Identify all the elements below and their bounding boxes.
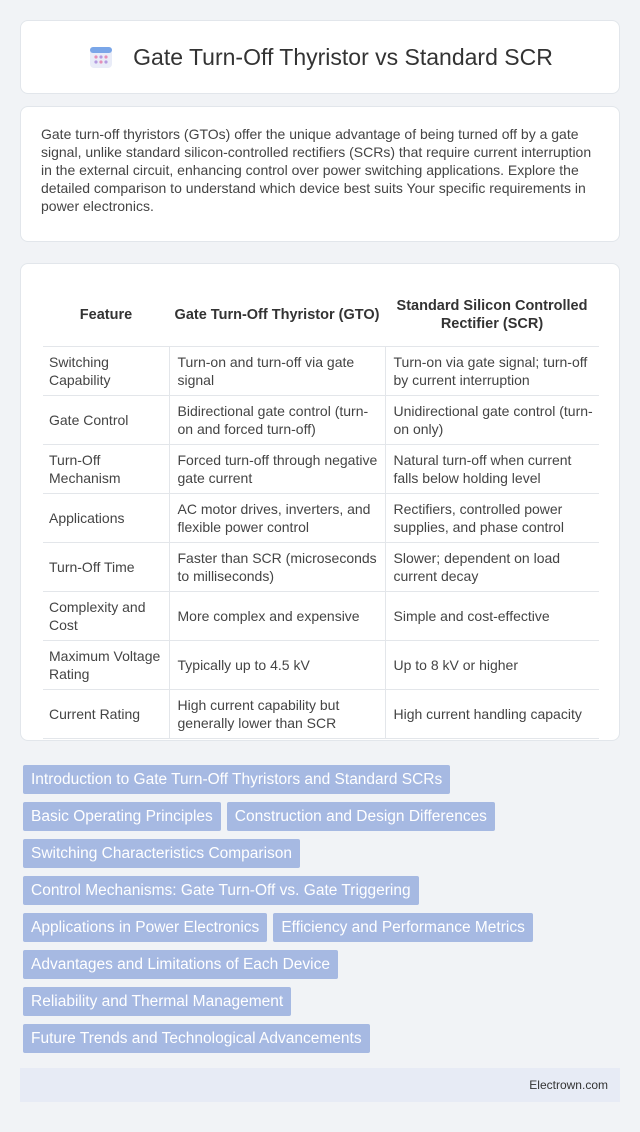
tag-control-mechanisms[interactable]: Control Mechanisms: Gate Turn-Off vs. Gate Triggering: [23, 876, 419, 905]
tag-switching-characteristics[interactable]: Switching Characteristics Comparison: [23, 839, 300, 868]
table-header-row: [43, 284, 599, 346]
tag-advantages-limitations[interactable]: Advantages and Limitations of Each Device: [23, 950, 338, 979]
row-gto-value: Turn-on and turn-off via gate signal: [169, 346, 385, 395]
row-gto-value: Bidirectional gate control (turn-on and forced turn-off): [169, 395, 385, 444]
row-feature: Gate Control: [43, 395, 169, 444]
table-row: [43, 395, 599, 444]
row-scr-value: Slower; dependent on load current decay: [385, 542, 599, 591]
row-gto-value: More complex and expensive: [169, 591, 385, 640]
row-gto-value: High current capability but generally lower than SCR: [169, 689, 385, 738]
tag-future-trends[interactable]: Future Trends and Technological Advancements: [23, 1024, 370, 1053]
table-row: [43, 444, 599, 493]
row-scr-value: High current handling capacity: [385, 689, 599, 738]
row-feature: Complexity and Cost: [43, 591, 169, 640]
tag-applications[interactable]: Applications in Power Electronics: [23, 913, 267, 942]
table-row: [43, 346, 599, 395]
tag-introduction[interactable]: Introduction to Gate Turn-Off Thyristors and Standard SCRs: [23, 765, 450, 794]
row-gto-value: Faster than SCR (microseconds to milliseconds): [169, 542, 385, 591]
footer-site-name[interactable]: Electrown.com: [529, 1078, 608, 1092]
row-gto-value: Typically up to 4.5 kV: [169, 640, 385, 689]
title-card: [20, 20, 620, 94]
comparison-table-card: [20, 263, 620, 741]
table-row: [43, 591, 599, 640]
header-feature: Feature: [43, 284, 169, 346]
row-scr-value: Natural turn-off when current falls below holding level: [385, 444, 599, 493]
footer: [20, 1068, 620, 1102]
table-row: [43, 542, 599, 591]
tag-basic-principles[interactable]: Basic Operating Principles: [23, 802, 221, 831]
row-feature: Switching Capability: [43, 346, 169, 395]
table-row: [43, 689, 599, 738]
row-scr-value: Turn-on via gate signal; turn-off by current interruption: [385, 346, 599, 395]
table-row: [43, 493, 599, 542]
intro-card: [20, 106, 620, 242]
table-row: [43, 640, 599, 689]
row-scr-value: Rectifiers, controlled power supplies, and phase control: [385, 493, 599, 542]
row-feature: Maximum Voltage Rating: [43, 640, 169, 689]
row-scr-value: Unidirectional gate control (turn-on only): [385, 395, 599, 444]
topic-tags: [23, 765, 617, 1061]
row-feature: Applications: [43, 493, 169, 542]
comparison-table: [43, 284, 599, 739]
tag-reliability-thermal[interactable]: Reliability and Thermal Management: [23, 987, 291, 1016]
row-feature: Turn-Off Mechanism: [43, 444, 169, 493]
row-gto-value: AC motor drives, inverters, and flexible power control: [169, 493, 385, 542]
row-gto-value: Forced turn-off through negative gate current: [169, 444, 385, 493]
tag-efficiency-performance[interactable]: Efficiency and Performance Metrics: [273, 913, 533, 942]
calendar-grid-icon: [87, 43, 115, 71]
page-title: Gate Turn-Off Thyristor vs Standard SCR: [133, 43, 553, 70]
row-feature: Turn-Off Time: [43, 542, 169, 591]
header-scr: Standard Silicon Controlled Rectifier (SCR): [385, 284, 599, 346]
tag-construction-design[interactable]: Construction and Design Differences: [227, 802, 495, 831]
row-scr-value: Up to 8 kV or higher: [385, 640, 599, 689]
header-gto: Gate Turn-Off Thyristor (GTO): [169, 284, 385, 346]
row-feature: Current Rating: [43, 689, 169, 738]
intro-paragraph: Gate turn-off thyristors (GTOs) offer the unique advantage of being turned off by a gate signal, unlike standard silicon-controlled rectifiers (SCRs) that require current interruption in the external circuit, enhancing control over power switching applications. Explore the detailed comparison to understand which device best suits Your specific requirements in power electronics.: [41, 126, 592, 214]
row-scr-value: Simple and cost-effective: [385, 591, 599, 640]
